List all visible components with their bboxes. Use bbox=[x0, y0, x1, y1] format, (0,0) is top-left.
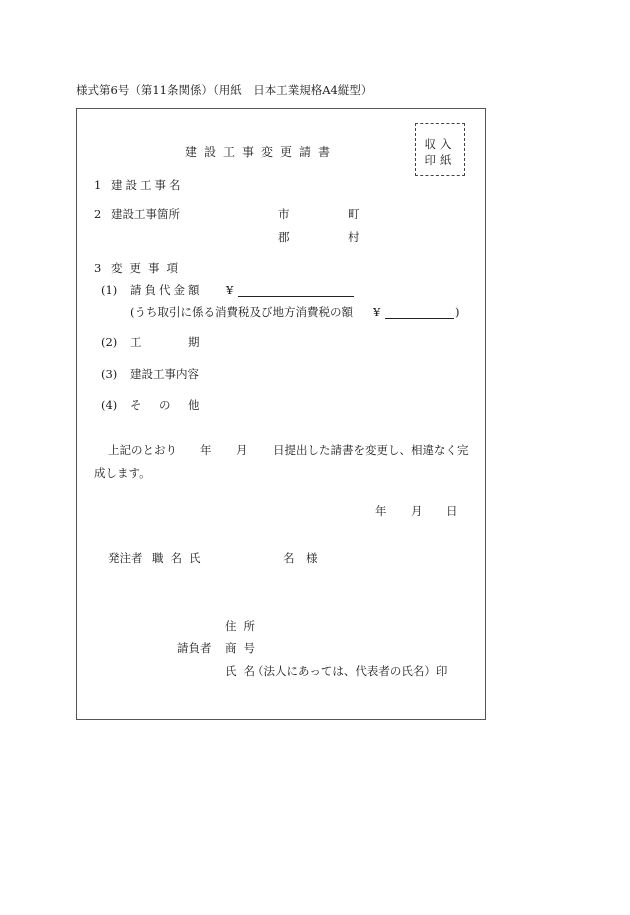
revenue-stamp-box bbox=[415, 123, 465, 176]
item2-number: 2 bbox=[94, 207, 102, 221]
body-year: 年 bbox=[200, 443, 212, 457]
orderer-honorific: 様 bbox=[306, 551, 318, 565]
sub4-label-b: の bbox=[159, 398, 171, 412]
item1-number: 1 bbox=[94, 178, 102, 192]
contractor-address-label: 住所 bbox=[225, 619, 262, 633]
document-title: 建設工事変更請書 bbox=[185, 145, 338, 159]
stamp-label-line2: 印紙 bbox=[424, 153, 456, 167]
item3-number: 3 bbox=[94, 261, 102, 275]
date-month: 月 bbox=[411, 504, 423, 518]
sub4-label-a: そ bbox=[130, 398, 142, 412]
sub2-number: (2) bbox=[101, 335, 118, 349]
sub3-number: (3) bbox=[101, 367, 118, 381]
date-day: 日 bbox=[446, 504, 458, 518]
orderer-label: 発注者 bbox=[108, 551, 143, 565]
item2-label: 建設工事箇所 bbox=[111, 207, 180, 221]
tax-note: (うち取引に係る消費税及び地方消費税の額 bbox=[130, 305, 353, 319]
item2-city: 市 bbox=[278, 207, 290, 221]
sub3-label: 建設工事内容 bbox=[130, 367, 199, 381]
stamp-label-line1: 収入 bbox=[424, 137, 456, 151]
item3-label: 変更事項 bbox=[111, 261, 185, 275]
contractor-trade-label: 商号 bbox=[225, 641, 262, 655]
form-box bbox=[76, 108, 486, 720]
body-text-rest: 日提出した請書を変更し、相違なく完 bbox=[273, 443, 469, 457]
contractor-name-label: 氏名 bbox=[225, 664, 262, 678]
orderer-title-name: 職名氏 bbox=[152, 551, 208, 565]
tax-close-paren: ) bbox=[455, 305, 460, 319]
item2-village: 村 bbox=[348, 230, 360, 244]
item1-label: 建設工事名 bbox=[111, 178, 184, 192]
sub4-number: (4) bbox=[101, 398, 118, 412]
orderer-name: 名 bbox=[283, 551, 295, 565]
sub1-number: (1) bbox=[101, 283, 118, 297]
body-text-start: 上記のとおり bbox=[108, 443, 177, 457]
contractor-name-note: （法人にあっては、代表者の氏名）印 bbox=[252, 664, 448, 678]
sub4-label-c: 他 bbox=[188, 398, 200, 412]
sub1-yen: ¥ bbox=[226, 283, 234, 297]
sub2-label-b: 期 bbox=[188, 335, 200, 349]
body-month: 月 bbox=[236, 443, 248, 457]
form-header: 様式第6号（第11条関係）（用紙 日本工業規格A4縦型） bbox=[76, 83, 373, 97]
item2-county: 郡 bbox=[278, 230, 290, 244]
contract-amount-underline bbox=[238, 296, 354, 297]
contractor-role-label: 請負者 bbox=[177, 641, 212, 655]
date-year: 年 bbox=[375, 504, 387, 518]
sub2-label-a: 工 bbox=[130, 335, 142, 349]
sub1-label: 請負代金額 bbox=[130, 283, 203, 297]
item2-town: 町 bbox=[348, 207, 360, 221]
tax-amount-underline bbox=[385, 318, 454, 319]
tax-yen: ¥ bbox=[373, 305, 381, 319]
body-text-line2: 成します。 bbox=[94, 466, 151, 480]
